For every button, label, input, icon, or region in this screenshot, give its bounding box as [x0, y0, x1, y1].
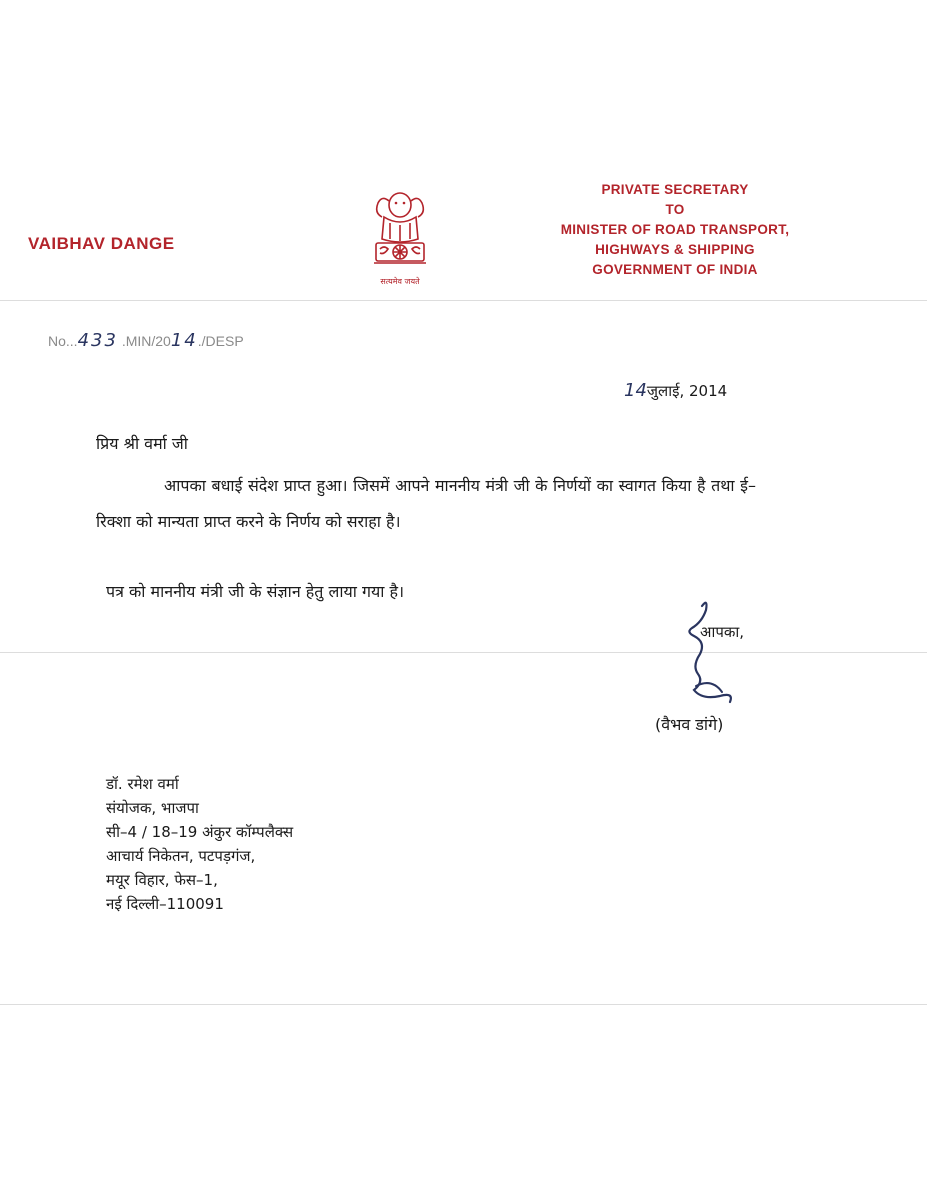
sender-name: VAIBHAV DANGE — [28, 234, 175, 253]
address-line: मयूर विहार, फेस–1, — [106, 871, 218, 889]
fold-line — [0, 652, 927, 653]
designation-line: PRIVATE SECRETARY — [601, 182, 749, 197]
date-hand-day: 14 — [624, 380, 647, 401]
closing-text: आपका, — [700, 623, 745, 641]
handwritten-signature — [672, 596, 752, 716]
designation-line: MINISTER OF ROAD TRANSPORT, — [560, 222, 790, 237]
reference-mid: .MIN/20 — [117, 333, 171, 349]
reference-prefix: No... — [48, 333, 78, 349]
fold-line — [0, 1004, 927, 1005]
date-printed: जुलाई, 2014 — [646, 382, 728, 400]
national-emblem-icon — [360, 183, 440, 291]
reference-hand-number: 433 — [77, 330, 118, 351]
address-line: सी–4 / 18–19 अंकुर कॉम्पलैक्स — [106, 823, 294, 841]
designation-line: GOVERNMENT OF INDIA — [592, 262, 758, 277]
address-line: डॉ. रमेश वर्मा — [106, 775, 179, 793]
address-line: आचार्य निकेतन, पटपड़गंज, — [106, 847, 256, 865]
signatory-name: (वैभव डांगे) — [655, 715, 724, 734]
reference-suffix: ./DESP — [197, 333, 244, 349]
recipient-address — [106, 772, 293, 916]
designation-line: TO — [665, 202, 685, 217]
emblem-motto: सत्यमेव जयते — [380, 277, 420, 286]
designation-block — [505, 180, 845, 280]
salutation: प्रिय श्री वर्मा जी — [96, 434, 188, 453]
designation-line: HIGHWAYS & SHIPPING — [595, 242, 755, 257]
body-paragraph: पत्र को माननीय मंत्री जी के संज्ञान हेतु लाया गया है। — [106, 582, 405, 601]
reference-number — [48, 330, 244, 351]
body-paragraph: आपका बधाई संदेश प्राप्त हुआ। जिसमें आपने माननीय मंत्री जी के निर्णयों का स्वागत किया है तथा ई–रिक्शा को मान्यता प्राप्त करने के निर्णय को सराहा है। — [96, 476, 756, 531]
letter-date — [624, 380, 727, 401]
address-line: संयोजक, भाजपा — [106, 799, 199, 817]
reference-hand-year: 14 — [170, 330, 198, 351]
fold-line — [0, 300, 927, 301]
address-line: नई दिल्ली–110091 — [106, 895, 224, 913]
